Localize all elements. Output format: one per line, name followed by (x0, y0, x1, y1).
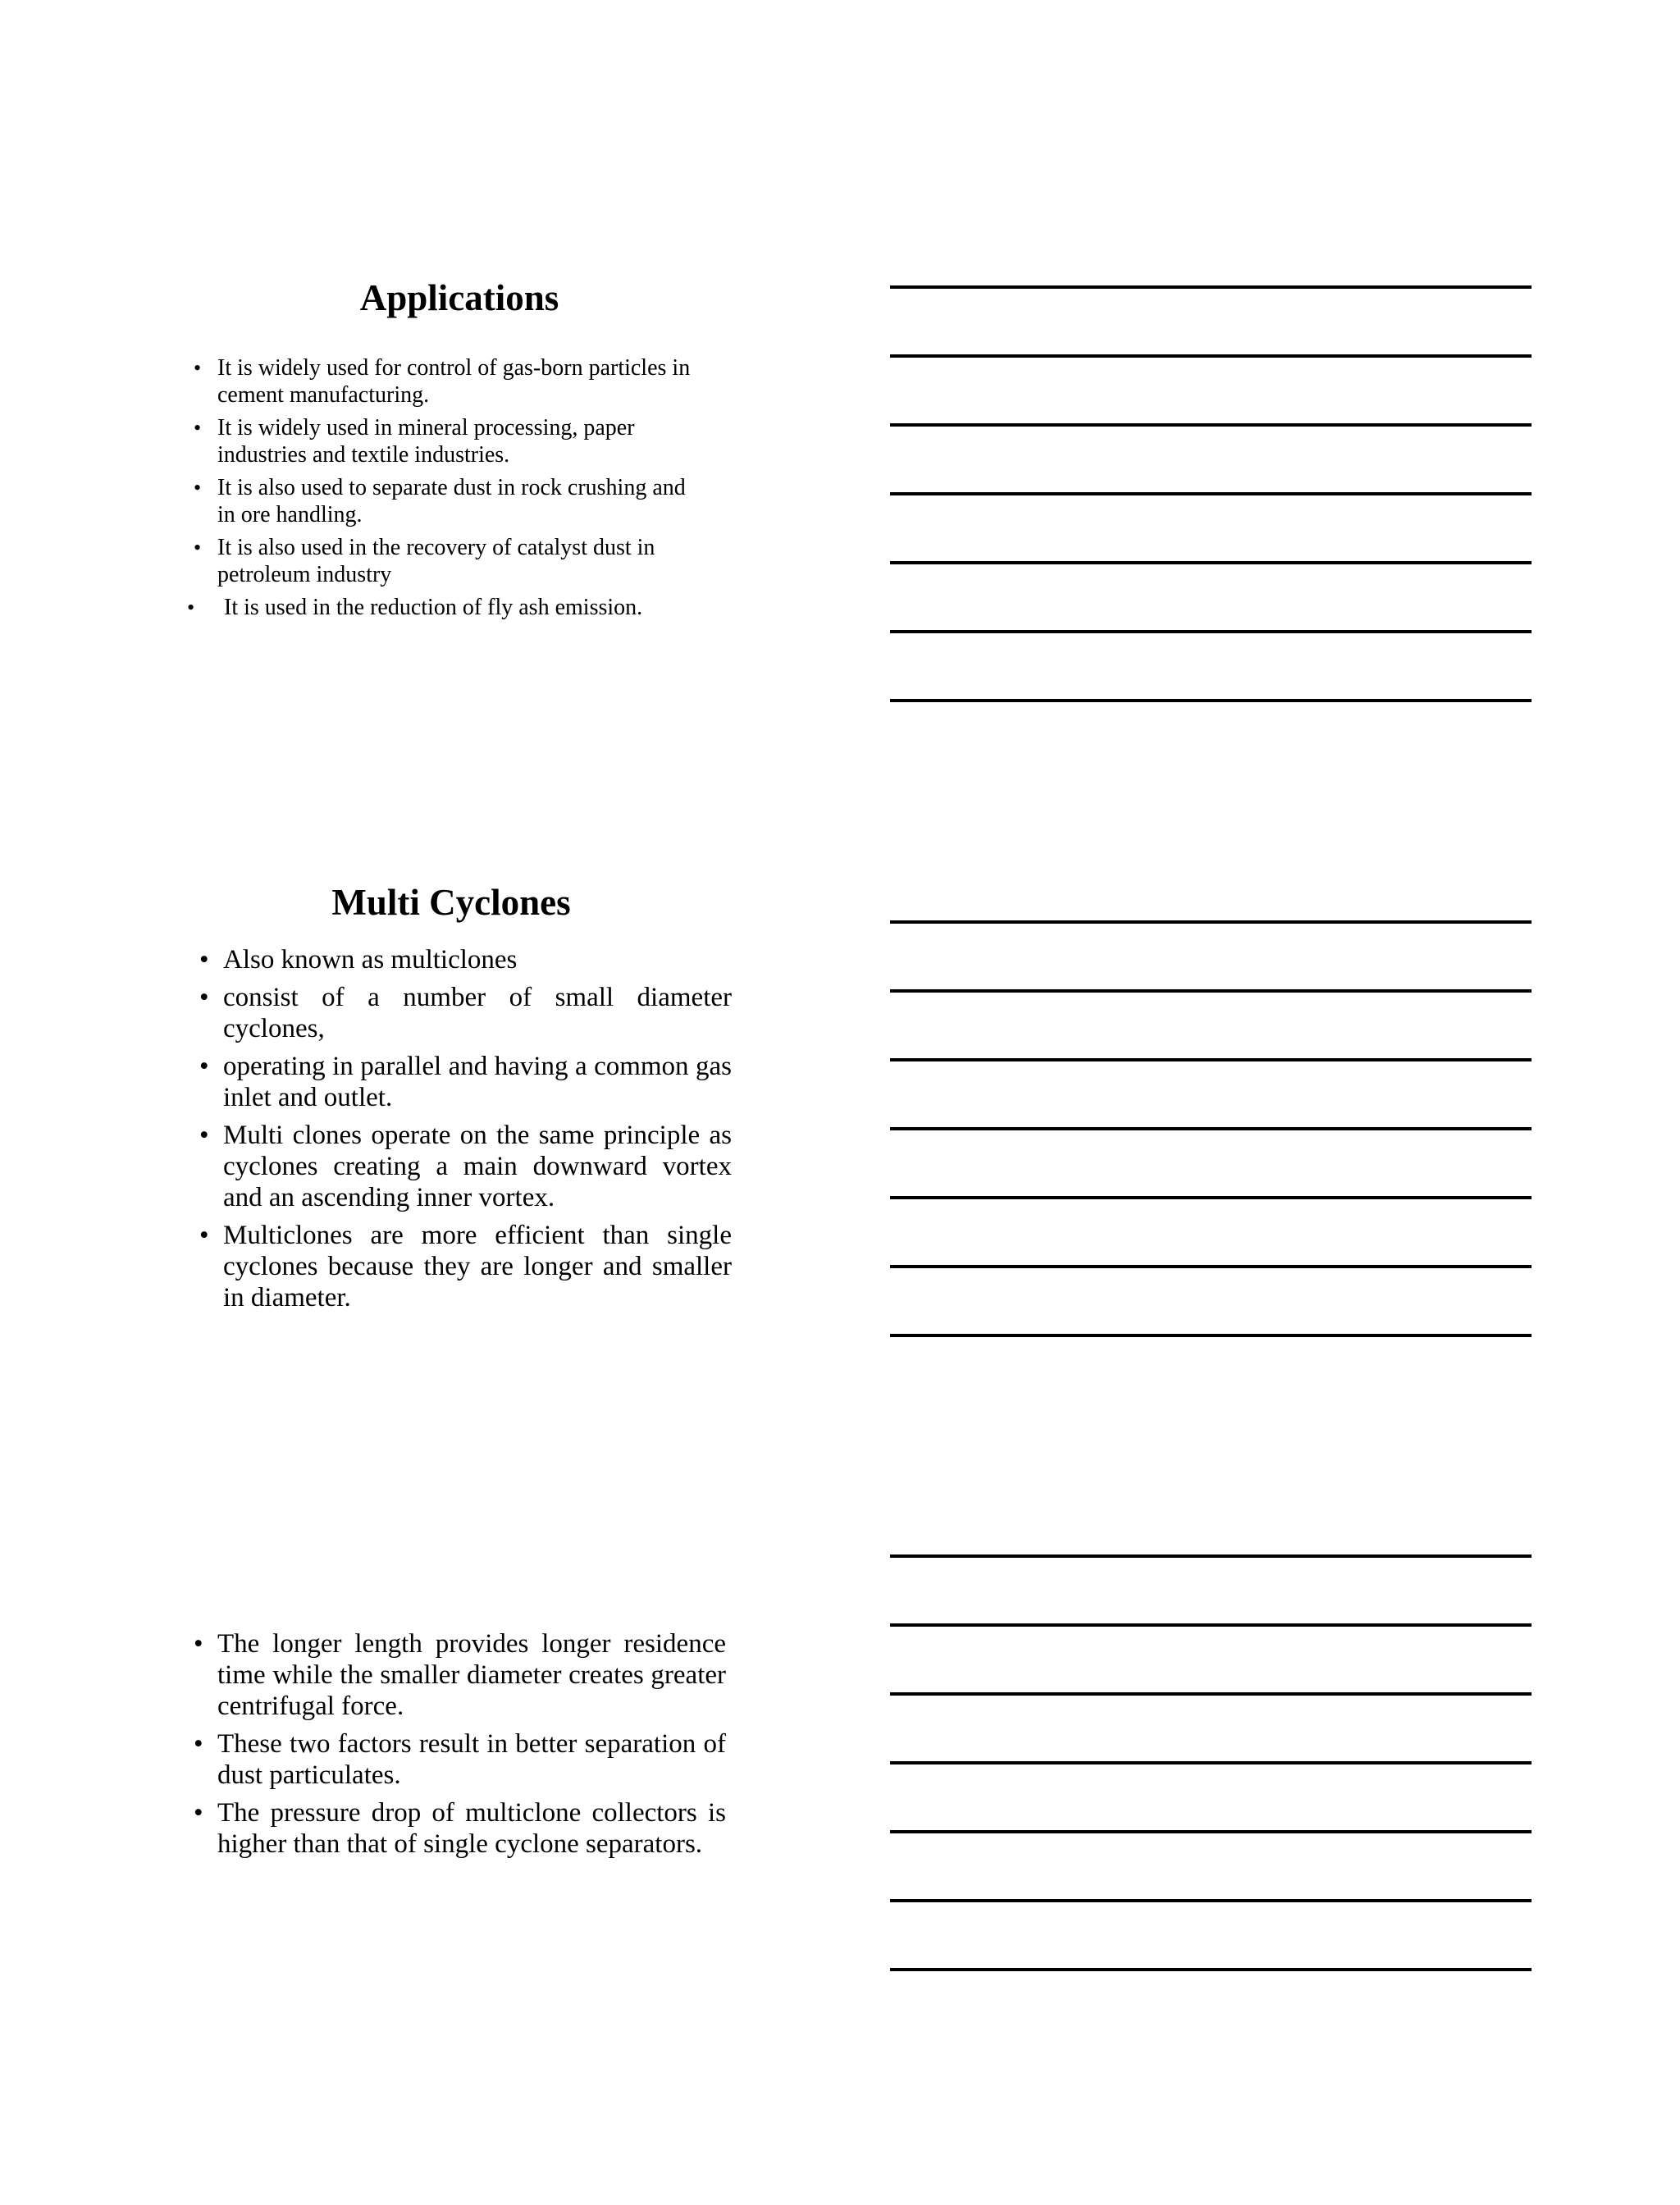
bullet-item: • It is used in the reduction of fly ash emission. (217, 594, 697, 621)
bullet-item: • Multiclones are more efficient than single cyclones because they are longer and smaller in diameter. (223, 1220, 732, 1313)
note-line (890, 1830, 1532, 1833)
note-line (890, 1623, 1532, 1627)
note-line (890, 354, 1532, 358)
slide-multi-cyclones (180, 882, 738, 1320)
note-line (890, 1761, 1532, 1764)
note-line (890, 630, 1532, 633)
bullet-item: • It is also used in the recovery of catalyst dust in petroleum industry (217, 534, 697, 588)
bullet-item: • It is widely used for control of gas-born particles in cement manufacturing. (217, 354, 697, 409)
note-line (890, 1692, 1532, 1696)
bullet-item: • Multi clones operate on the same principle as cyclones creating a main downward vortex and an ascending inner vortex. (223, 1120, 732, 1213)
bullet-list (180, 944, 732, 1313)
slide-title: Multi Cyclones (331, 882, 571, 923)
bullet-list (180, 354, 697, 621)
bullet-item: • operating in parallel and having a common gas inlet and outlet. (223, 1051, 732, 1113)
note-line (890, 1968, 1532, 1971)
slide-applications (180, 277, 738, 627)
note-line (890, 285, 1532, 289)
note-line (890, 1058, 1532, 1061)
note-line (890, 1127, 1532, 1130)
note-line (890, 920, 1532, 924)
note-line (890, 423, 1532, 427)
slide-title: Applications (359, 277, 559, 318)
note-line (890, 561, 1532, 564)
bullet-item: • The pressure drop of multiclone collectors is higher than that of single cyclone separators. (217, 1797, 726, 1860)
note-line (890, 1334, 1532, 1337)
bullet-item: • The longer length provides longer residence time while the smaller diameter creates greater centrifugal force. (217, 1628, 726, 1722)
note-line (890, 1265, 1532, 1268)
bullet-item: • These two factors result in better separation of dust particulates. (217, 1728, 726, 1791)
bullet-list (180, 1628, 726, 1860)
bullet-item: • It is also used to separate dust in rock crushing and in ore handling. (217, 474, 697, 528)
note-line (890, 699, 1532, 702)
bullet-item: • It is widely used in mineral processing, paper industries and textile industries. (217, 414, 697, 468)
note-line (890, 1196, 1532, 1199)
slide-continuation (180, 1628, 738, 1866)
note-line (890, 1554, 1532, 1558)
note-line (890, 989, 1532, 993)
note-line (890, 1899, 1532, 1902)
note-line (890, 492, 1532, 495)
bullet-item: • Also known as multiclones (223, 944, 732, 975)
bullet-item: • consist of a number of small diameter cyclones, (223, 982, 732, 1044)
